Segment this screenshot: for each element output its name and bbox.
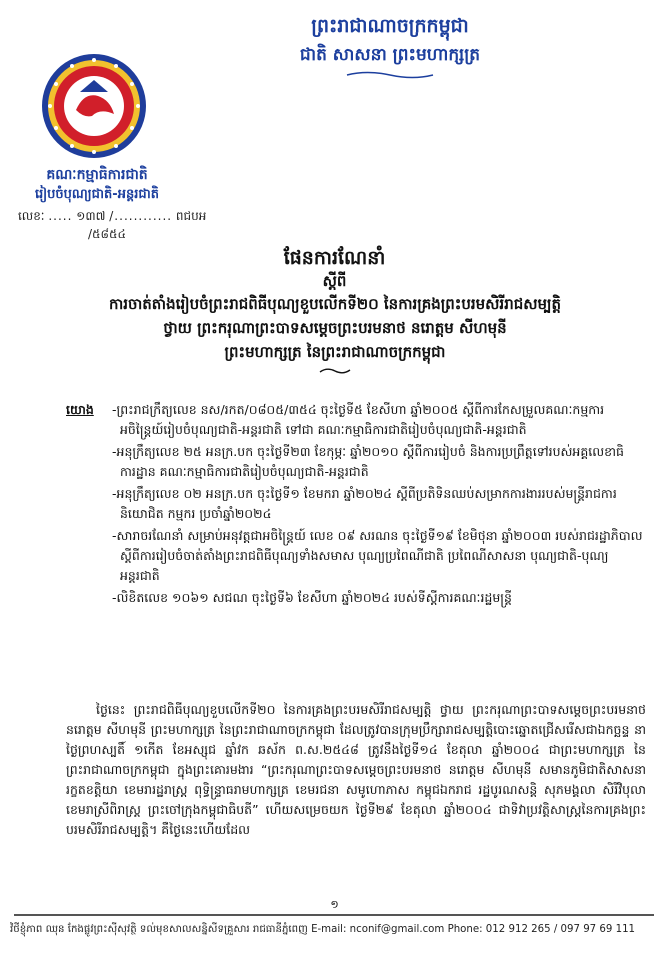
national-motto: ជាតិ សាសនា ព្រះមហាក្សត្រ xyxy=(299,45,481,65)
page-number: ១ xyxy=(330,898,339,911)
document-title xyxy=(30,292,640,364)
reference-item: -លិខិតលេខ ១០៦១ សជណ ចុះថ្ងៃទី៦ ខែសីហា ឆ្នាំ២០២៤ របស់ទីស្តីការគណៈរដ្ឋមន្ត្រី xyxy=(112,590,512,605)
ref-number-value: ១៣៧ xyxy=(76,209,106,223)
kingdom-heading: ព្រះរាជាណាចក្រកម្ពុជា xyxy=(311,15,469,37)
ref-prefix: លេខៈ xyxy=(18,209,45,223)
reference-item: -ព្រះរាជក្រឹត្យលេខ នស/រកត/០៨០៥/៣៥៤ ចុះថ្ងៃទី៥ ខែសីហា ឆ្នាំ២០០៥ ស្តីពីការកែសម្រួលគណៈកម្មការអចិន្ត្រៃយ៍រៀបចំបុណ្យជាតិ-អន្តរជាតិ ទៅជា គណៈកម្មាធិការជាតិរៀបចំបុណ្យជាតិ-អន្តរជាតិ xyxy=(112,402,605,437)
ref-suffix: ពជបអ xyxy=(175,209,207,223)
footer-contact: វិថីខ្ញុំភាព ឈុន កែងផ្លូវព្រះស៊ីសុវត្ថិ ទល់មុខសាលសន្និសីទគ្រួសារ រាជធានីភ្នំពេញ E-mail: nconif@gmail.com Phone: 012 912 265 / 097 97 69 111 xyxy=(10,924,636,935)
title-line-1: ការចាត់តាំងរៀបចំព្រះរាជពិធីបុណ្យខួបលើកទី២០ នៃការគ្រងព្រះបរមសិរីរាជសម្បត្តិ xyxy=(108,295,562,313)
body-paragraph: ថ្ងៃនេះ ព្រះរាជពិធីបុណ្យខួបលើកទី២០ នៃការគ្រងព្រះបរមសិរីរាជសម្បត្តិ ថ្វាយ ព្រះករុណាព្រះបាទសម្តេចព្រះបរមនាថ នរោត្តម សីហមុនី ព្រះមហាក្សត្រ នៃព្រះរាជាណាចក្រកម្ពុជា ដែលត្រូវបានក្រុមប្រឹក្សារាជសម្បត្តិបោះឆ្នោតជ្រើសរើសជាឯកច្ឆន្ទ នាថ្ងៃព្រហស្បតិ៍ ១កើត ខែអស្សុជ ឆ្នាំវក ឆស័ក ព.ស.២៥៤៨ ត្រូវនឹងថ្ងៃទី១៤ ខែតុលា ឆ្នាំ២០០៤ ជាព្រះមហាក្សត្រ នៃព្រះរាជាណាចក្រកម្ពុជា ក្នុងព្រះគោរមងារ “ព្រះករុណាព្រះបាទសម្តេចព្រះបរមនាថ នរោត្តម សីហមុនី សមានភូមិជាតិសាសនា រក្ខតខត្តិយា ខេមរារដ្ឋរាស្ត្រ ពុទ្ធិន្ទ្រាធរាមហាក្សត្រ ខេមរជនា សមូហោភាស កម្ពុជឯករាជ រដ្ឋបូរណសន្តិ សុភមង្គលា សិរីវិបុលា ខេមរាស្រីពិរាស្ត្រ ព្រះចៅក្រុងកម្ពុជាធិបតី” ហើយសម្រេចយក ថ្ងៃទី២៩ ខែតុលា ឆ្នាំ២០០៤ ជាទិវាប្រវត្តិសាស្ត្រនៃការគ្រងព្រះបរមសិរីរាជសម្បត្តិ។ គឺថ្ងៃនេះហើយដែល xyxy=(66,702,646,837)
reference-number: លេខៈ ..... ១៣៧ /............ ពជបអ xyxy=(18,209,207,223)
title-line-3: ព្រះមហាក្សត្រ នៃព្រះរាជាណាចក្រកម្ពុជា xyxy=(224,343,446,361)
tilde-divider-icon xyxy=(318,366,352,376)
national-committee-seal-icon xyxy=(40,52,148,160)
ornament-divider-icon xyxy=(345,70,435,80)
document-type: ផែនការណែនាំ xyxy=(283,247,386,269)
document-about: ស្តីពី xyxy=(322,272,347,290)
references-section xyxy=(66,400,646,610)
reference-item: -សារាចរណែនាំ សម្រាប់អនុវត្តជាអចិន្ត្រៃយ៍ លេខ ០៩ សរណន ចុះថ្ងៃទី១៩ ខែមិថុនា ឆ្នាំ២០០៣ របស់រាជរដ្ឋាភិបាល ស្តីពីការរៀបចំចាត់តាំងព្រះរាជពិធីបុណ្យទាំងសមាស បុណ្យប្រពៃណីជាតិ ប្រពៃណីសាសនា បុណ្យជាតិ-បុណ្យអន្តរជាតិ xyxy=(112,528,643,583)
references-label: យោង xyxy=(66,402,94,417)
title-line-2: ថ្វាយ ព្រះករុណាព្រះបាទសម្តេចព្រះបរមនាថ នរោត្តម សីហមុនី xyxy=(163,319,507,337)
reference-item: -អនុក្រឹត្យលេខ ២៥ អនក្រ.បក ចុះថ្ងៃទី២៣ ខែកុម្ភៈ ឆ្នាំ២០១០ ស្តីពីការរៀបចំ និងការប្រព្រឹត្តទៅរបស់អគ្គលេខាធិការដ្ឋាន គណៈកម្មាធិការជាតិរៀបចំបុណ្យជាតិ-អន្តរជាតិ xyxy=(112,444,624,479)
reference-item: -អនុក្រឹត្យលេខ ០២ អនក្រ.បក ចុះថ្ងៃទី១ ខែមករា ឆ្នាំ២០២៤ ស្តីពីប្រតិទិនឈប់សម្រាកការងាររបស់មន្ត្រីរាជការ និយោជិត កម្មករ ប្រចាំឆ្នាំ២០២៤ xyxy=(112,486,617,521)
organization-subtitle: រៀបចំបុណ្យជាតិ-អន្តរជាតិ xyxy=(35,187,159,202)
reference-date: /៥៨៥៤ xyxy=(88,227,127,241)
footer-divider xyxy=(14,914,654,916)
organization-name: គណៈកម្មាធិការជាតិ xyxy=(46,167,148,183)
